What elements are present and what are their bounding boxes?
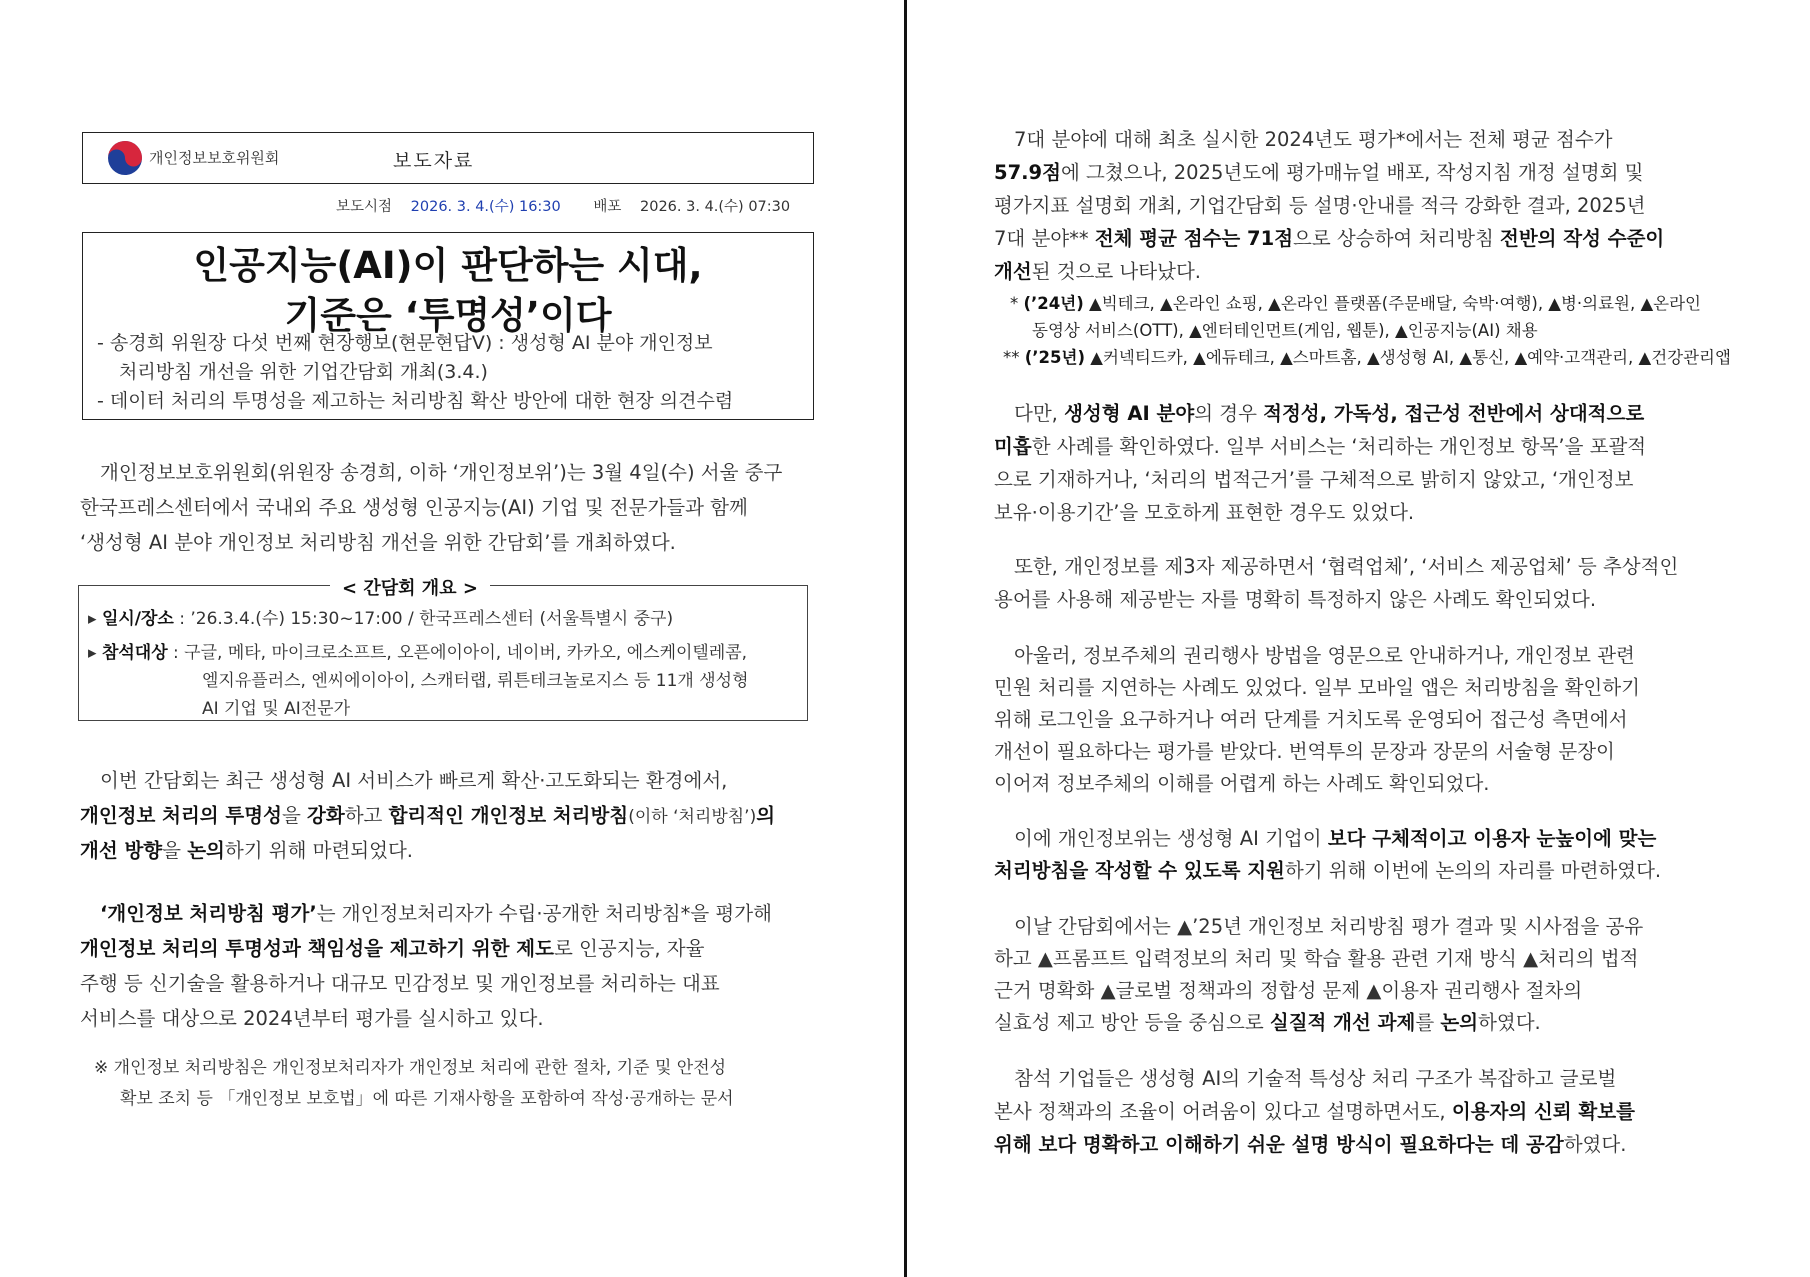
note-line-1: ※ 개인정보 처리방침은 개인정보처리자가 개인정보 처리에 관한 절차, 기준 및 안전성 [94,1058,727,1078]
r-para-2-line-2: 미흡한 사례를 확인하였다. 일부 서비스는 ‘처리하는 개인정보 항목’을 포괄적 [994,435,1647,458]
government-logo-icon [107,140,143,176]
subtitle-2: - 데이터 처리의 투명성을 제고하는 처리방침 확산 방안에 대한 현장 의견수렴 [97,390,734,412]
r-para-4-line-3: 위해 로그인을 요구하거나 여러 단계를 거치도록 운영되어 접근성 측면에서 [994,708,1628,731]
outline-who: ▸ 참석대상 : 구글, 메타, 마이크로소프트, 오픈에이아이, 네이버, 카카오, 에스케이텔레콤, [88,643,748,663]
para-1-line-1: 개인정보보호위원회(위원장 송경희, 이하 ‘개인정보위’)는 3월 4일(수) 서울 중구 [100,461,783,484]
subtitle-1: - 송경희 위원장 다섯 번째 현장행보(현문현답Ⅴ) : 생성형 AI 분야 개인정보 [97,332,713,354]
subtitle-1-cont: 처리방침 개선을 위한 기업간담회 개최(3.4.) [119,361,488,383]
r-para-3-line-2: 용어를 사용해 제공받는 자를 명확히 특정하지 않은 사례도 확인되었다. [994,588,1597,611]
r-para-1-line-4: 7대 분야** 전체 평균 점수는 71점으로 상승하여 처리방침 전반의 작성 수준이 [994,227,1665,250]
r-para-1-line-1: 7대 분야에 대해 최초 실시한 2024년도 평가*에서는 전체 평균 점수가 [1014,128,1613,151]
para-2-line-2: 개인정보 처리의 투명성을 강화하고 합리적인 개인정보 처리방침(이하 ‘처리방침’)의 [80,804,776,827]
para-2-line-1: 이번 간담회는 최근 생성형 AI 서비스가 빠르게 확산·고도화되는 환경에서, [100,769,728,792]
outline-who-line-1: : 구글, 메타, 마이크로소프트, 오픈에이아이, 네이버, 카카오, 에스케이텔레콤, [173,643,748,663]
distribution-time: 2026. 3. 4.(수) 07:30 [640,199,791,215]
r-para-7-line-1: 참석 기업들은 생성형 AI의 기술적 특성상 처리 구조가 복잡하고 글로벌 [1014,1067,1617,1090]
para-3-line-1: ‘개인정보 처리방침 평가’는 개인정보처리자가 수립·공개한 처리방침*을 평가해 [100,902,772,925]
outline-who-label: 참석대상 [101,643,168,663]
r-para-4-line-4: 개선이 필요하다는 평가를 받았다. 번역투의 문장과 장문의 서술형 문장이 [994,740,1615,763]
para-3-line-4: 서비스를 대상으로 2024년부터 평가를 실시하고 있다. [80,1007,544,1030]
r-para-4-line-1: 아울러, 정보주체의 권리행사 방법을 영문으로 안내하거나, 개인정보 관련 [1014,644,1635,667]
para-1-line-2: 한국프레스센터에서 국내외 주요 생성형 인공지능(AI) 기업 및 전문가들과 함께 [80,496,748,519]
page-right [907,0,1810,1277]
org-name: 개인정보보호위원회 [149,149,280,167]
r-para-4-line-2: 민원 처리를 지연하는 사례도 있었다. 일부 모바일 앱은 처리방침을 확인하기 [994,676,1640,699]
r-para-2-line-1: 다만, 생성형 AI 분야의 경우 적정성, 가독성, 접근성 전반에서 상대적으로 [1014,402,1645,425]
release-dates [336,195,790,216]
para-1-line-3: ‘생성형 AI 분야 개인정보 처리방침 개선을 위한 간담회’를 개최하였다. [80,531,676,554]
para-2-line-3: 개선 방향을 논의하기 위해 마련되었다. [80,839,414,862]
r-para-1-line-5: 개선된 것으로 나타났다. [994,260,1201,283]
outline-when: ▸ 일시/장소 : ’26.3.4.(수) 15:30~17:00 / 한국프레스센터 (서울특별시 중구) [88,609,674,629]
press-header [82,132,814,184]
release-label: 보도시점 [336,199,393,215]
outline-who-line-2: 엘지유플러스, 엔씨에이아이, 스캐터랩, 뤼튼테크놀로지스 등 11개 생성형 [202,671,749,691]
headline-line-1: 인공지능(AI)이 판단하는 시대, [193,244,703,287]
note-line-2: 확보 조치 등 「개인정보 보호법」에 따른 기재사항을 포함하여 작성·공개하는 문서 [120,1089,734,1109]
headline-line-2: 기준은 ‘투명성’이다 [284,294,612,337]
r-para-4-line-5: 이어져 정보주체의 이해를 어렵게 하는 사례도 확인되었다. [994,772,1490,795]
r-para-6-line-2: 하고 ▲프롬프트 입력정보의 처리 및 학습 활용 관련 기재 방식 ▲처리의 법적 [994,947,1639,970]
distribution-label: 배포 [593,199,622,215]
r-para-2-line-4: 보유·이용기간’을 모호하게 표현한 경우도 있었다. [994,501,1415,524]
r-para-3-line-1: 또한, 개인정보를 제3자 제공하면서 ‘협력업체’, ‘서비스 제공업체’ 등 추상적인 [1014,555,1679,578]
r-para-2-line-3: 으로 기재하거나, ‘처리의 법적근거’를 구체적으로 밝히지 않았고, ‘개인정보 [994,468,1634,491]
r-para-6-line-4: 실효성 제고 방안 등을 중심으로 실질적 개선 과제를 논의하였다. [994,1011,1541,1034]
r-para-6-line-1: 이날 간담회에서는 ▲’25년 개인정보 처리방침 평가 결과 및 시사점을 공유 [1014,915,1644,938]
r-para-5-line-2: 처리방침을 작성할 수 있도록 지원하기 위해 이번에 논의의 자리를 마련하였다. [994,859,1662,882]
r-para-5-line-1: 이에 개인정보위는 생성형 AI 기업이 보다 구체적이고 이용자 눈높이에 맞는 [1014,827,1657,850]
meeting-outline-title: < 간담회 개요 > [330,574,490,600]
r-para-1-line-2: 57.9점에 그쳤으나, 2025년도에 평가매뉴얼 배포, 작성지침 개정 설명회 및 [994,161,1644,184]
outline-who-line-3: AI 기업 및 AI전문가 [202,699,351,719]
r-para-1-line-3: 평가지표 설명회 개최, 기업간담회 등 설명·안내를 적극 강화한 결과, 2025년 [994,194,1646,217]
release-time: 2026. 3. 4.(수) 16:30 [410,199,561,215]
footnote-25: ** (’25년) ▲커넥티드카, ▲에듀테크, ▲스마트홈, ▲생성형 AI, ▲통신, ▲예약·고객관리, ▲건강관리앱 [1003,348,1731,367]
page-left [0,0,904,1277]
r-para-6-line-3: 근거 명확화 ▲글로벌 정책과의 정합성 문제 ▲이용자 권리행사 절차의 [994,979,1583,1002]
title-box [82,232,814,420]
outline-when-value: : ’26.3.4.(수) 15:30~17:00 / 한국프레스센터 (서울특별시 중구) [179,609,674,629]
outline-when-label: 일시/장소 [101,609,174,629]
footnote-24-line-1: * (’24년) ▲빅테크, ▲온라인 쇼핑, ▲온라인 플랫폼(주문배달, 숙박·여행), ▲병·의료원, ▲온라인 [1010,294,1701,313]
r-para-7-line-3: 위해 보다 명확하고 이해하기 쉬운 설명 방식이 필요하다는 데 공감하였다. [994,1133,1627,1156]
r-para-7-line-2: 본사 정책과의 조율이 어려움이 있다고 설명하면서도, 이용자의 신뢰 확보를 [994,1100,1635,1123]
para-3-line-3: 주행 등 신기술을 활용하거나 대규모 민감정보 및 개인정보를 처리하는 대표 [80,972,720,995]
para-3-line-2: 개인정보 처리의 투명성과 책임성을 제고하기 위한 제도로 인공지능, 자율 [80,937,705,960]
footnote-24-line-2: 동영상 서비스(OTT), ▲엔터테인먼트(게임, 웹툰), ▲인공지능(AI) 채용 [1032,321,1538,340]
doc-type: 보도자료 [393,150,475,172]
